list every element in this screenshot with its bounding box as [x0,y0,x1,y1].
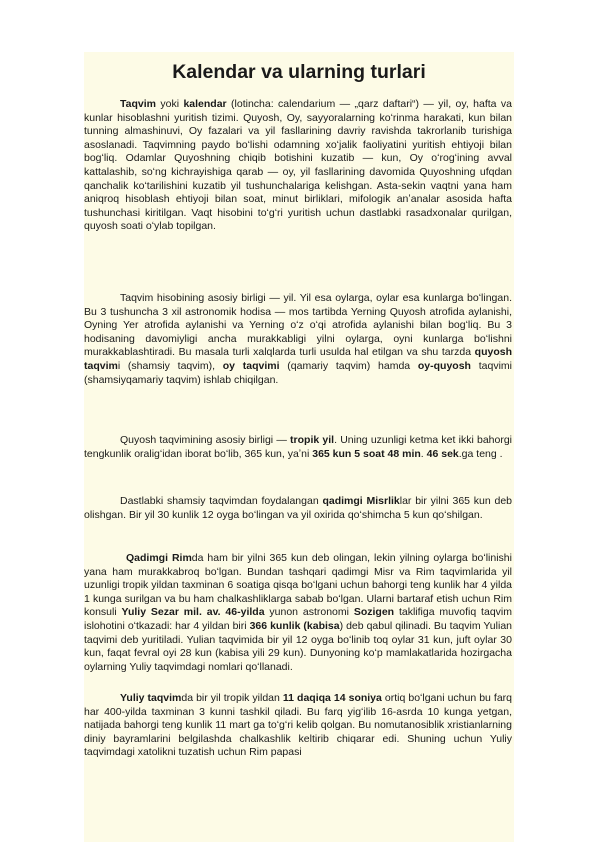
text-run: . [420,447,427,460]
text-run: yunon astronomi [264,606,354,619]
bold-term: 366 kunlik (kabisa [249,619,340,632]
bold-term: Qadimgi Rim [126,552,192,564]
bold-term: kalendar [183,98,227,110]
bold-term: 365 kun 5 soat 48 min [312,447,421,460]
bold-term: tropik yil [290,434,335,446]
page-title: Kalendar va ularning turlari [172,61,426,83]
text-run: (qamariy taqvim) hamda [279,359,418,372]
paragraph-taqvim-units [84,292,512,387]
text-run: Dastlabki shamsiy taqvimdan foydalangan [120,495,323,507]
text-run: Taqvim hisobining asosiy birligi — yil. Yil esa oylarga, oylar esa kunlarga boʻlingan. Bu 3 tushuncha 3 xil astronomik hodisa — mos tartibda Yerning Quyosh atrofida aylanishi, Oyning Yer atrofida aylanishi va Yerning oʻz oʻqi atrofida aylanishi bilan bogʻliq. Bu 3 hodisaning davomiyligi ancha murakkabligi yilni oylarga, oyni kunlarga boʻlishni murakkablashtiradi. Bu masala turli xalqlarda turli usulda hal etilgan va shu tarzda [84,292,512,359]
paragraph-solar-calendar [84,434,512,461]
text-run: i (shamsiy taqvim), [117,359,223,372]
bold-term: oy taqvimi [222,359,280,372]
bold-term: oy-quyosh [417,359,471,372]
bold-term: Yuliy taqvim [120,692,182,704]
text-run: ortiq boʻlgani uchun bu farq har 400-yilda taxminan 3 kunni tashkil qiladi. Bu farq yigʻilib 16-asrda 10 kunga yetgan, natijada bahorgi teng kunlik 11 mart ga toʻgʻri kelib qolgan. Bu nomutanosiblik xristianlarning diniy bayramlarini belgilashda chalkashlik keltirib chiqarar edi. Shuning uchun Yuliy taqvimdagi xatolikni tuzatish uchun Rim papasi [84,692,513,759]
paragraph-ancient-rome [84,552,512,674]
text-run: .ga teng . [458,447,503,460]
bold-term: 11 daqiqa 14 soniya [282,692,382,704]
text-run: taklifiga muvofiq taqvim islohotini oʻtkazadi: har 4 yildan biri [84,606,512,632]
bold-term: Taqvim [120,98,156,110]
paragraph-ancient-egypt [84,495,512,522]
paragraph-taqvim-definition [84,98,512,234]
text-run: ) deb qabul qilinadi. Bu taqvim Yulian taqvimi deb yuritiladi. Yulian taqvimida bir yil 12 oyga boʻlinib toq oylar 31 kun, juft oylar 30 kun, faqat fevral oyi 28 kun (kabisa yili 29 kun). Dunyoning koʻp mamlakatlarida hozirgacha oylarning Yuliy taqvimdagi nomlari qoʻllanadi. [84,619,512,673]
bold-term: Yuliy Sezar mil. av. 46-yilda [121,606,265,619]
paragraph-julian-calendar [84,692,512,760]
bold-term: 46 sek [426,447,459,460]
text-run: taqvimi (shamsiyqamariy taqvim) ishlab chiqilgan. [84,359,512,386]
text-run: da bir yil tropik yildan [181,692,283,704]
document-page [84,52,514,842]
text-run: yoki [155,98,184,110]
text-run: Quyosh taqvimining asosiy birligi — [120,434,291,446]
text-run: lar bir yilni 365 kun deb olishgan. Bir yil 30 kunlik 12 oyga boʻlingan va yil oxirida qoʻshimcha 5 kun qoʻshilgan. [84,495,513,521]
bold-term: qadimgi Misrlik [322,495,400,507]
text-run: da ham bir yilni 365 kun deb olingan, lekin yilning oylarga boʻlinishi yana ham murakkabroq boʻlgan. Bundan tashqari qadimgi Misr va Rim taqvimlarida yil uzunligi tropik yildan taxminan 6 soatiga qisqa boʻlgani uchun bahorgi teng kunlik har 4 yilda 1 kunga surilgan va bu ham chalkashliklarga sabab boʻlgan. Ularni bartaraf etish uchun Rim konsuli [84,552,512,619]
text-run: (lotincha: calendarium — „qarz daftari“) — yil, oy, hafta va kunlar hisoblashni yuritish tizimi. Quyosh, Oy, sayyoralarning koʻrinma harakati, kun bilan tunning almashinuvi, Oy fazalari va yil fasllarining davriy ravishda takrorlanib turishiga asoslanadi. Taqvimning paydo boʻlishi odamning xoʻjalik faoliyatini yuritish ehtiyoji bilan bogʻliq. Odamlar Quyoshning chiqib botishini kuzatib — kun, Oy oʻrogʻining avval kattalashib, soʻng kichrayishiga qarab — oy, yil fasllarining davomida Quyoshning ufqdan qanchalik koʻtarilishini kuzatib yil tushunchalariga kelishgan. Asta-sekin vaqtni yana ham aniqroq hisoblash ehtiyoji bilan soat, minut birliklari, mifologik anʼanalar asosida hafta tushunchasi kiritilgan. Vaqt hisobini toʻgʻri yuritish uchun dastlabki rasadxonalar qurilgan, quyosh soati oʻylab topilgan. [84,98,512,233]
text-run: . Uning uzunligi ketma ket ikki bahorgi tengkunlik oraligʻidan iborat boʻlib, 365 kun, yaʼni [84,434,513,460]
bold-term: quyosh taqvim [84,346,512,372]
bold-term: Sozigen [353,606,395,619]
